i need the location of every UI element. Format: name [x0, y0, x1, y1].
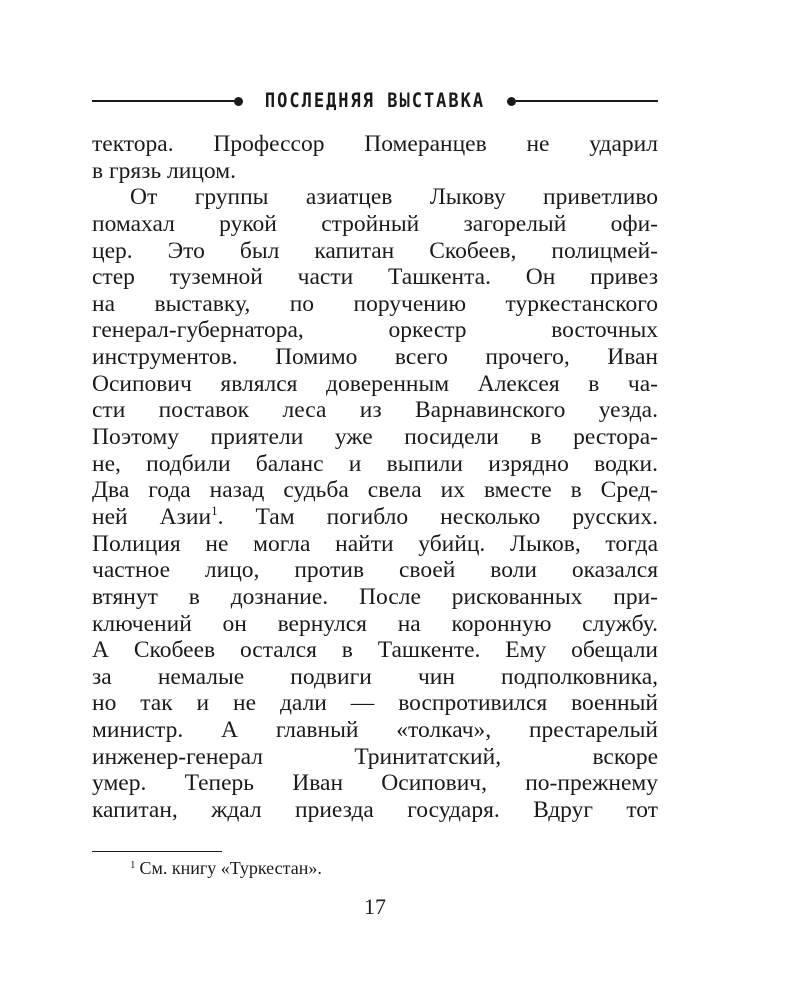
text-line: за немалые подвиги чин подполковника, — [92, 663, 658, 690]
text-line: умер. Теперь Иван Осипович, по-прежнему — [92, 770, 658, 797]
footnote-marker: 1 — [130, 859, 136, 871]
text-line: От группы азиатцев Лыкову приветливо — [130, 184, 658, 211]
text-line: ключений он вернулся на коронную службу. — [92, 610, 658, 637]
header-dot-right — [507, 97, 516, 106]
text-fragment: ней Азии — [92, 503, 212, 530]
text-line: Осипович являлся доверенным Алексея в ча- — [92, 370, 658, 397]
footnote — [130, 858, 322, 879]
text-line: капитан, ждал приезда государя. Вдруг тот — [92, 797, 658, 824]
running-header — [92, 86, 658, 116]
text-line: помахал рукой стройный загорелый офи- — [92, 210, 658, 237]
text-line: Два года назад судьба свела их вместе в Сред- — [92, 477, 658, 504]
text-line: цер. Это был капитан Скобеев, полицмей- — [92, 237, 658, 264]
text-line: инструментов. Помимо всего прочего, Иван — [92, 344, 658, 371]
footnote-reference[interactable]: 1 — [211, 503, 218, 518]
text-line: в грязь лицом. — [92, 157, 236, 184]
text-line: частное лицо, против своей воли оказался — [92, 557, 658, 584]
header-dot-left — [234, 97, 243, 106]
text-line: А Скобеев остался в Ташкенте. Ему обещали — [92, 637, 658, 664]
text-line: втянут в дознание. После рискованных при- — [92, 583, 658, 610]
running-title: ПОСЛЕДНЯЯ ВЫСТАВКА — [264, 89, 486, 113]
body-text — [92, 131, 658, 824]
text-line: инженер-генерал Тринитатский, вскоре — [92, 743, 658, 770]
text-line: стер туземной части Ташкента. Он привез — [92, 264, 658, 291]
text-line-with-footnote-ref — [92, 504, 658, 531]
text-line: Поэтому приятели уже посидели в ресторa- — [92, 424, 658, 451]
footnote-text: См. книгу «Туркестан». — [139, 858, 322, 878]
text-line: не, подбили баланс и выпили изрядно водки. — [92, 450, 658, 477]
text-line: генерал-губернатора, оркестр восточных — [92, 317, 658, 344]
header-rule-left — [92, 100, 234, 102]
page-number: 17 — [364, 894, 386, 919]
text-line: на выставку, по поручению туркестанского — [92, 290, 658, 317]
text-line: министр. А главный «толкач», престарелый — [92, 717, 658, 744]
text-line: сти поставок леса из Варнавинского уезда. — [92, 397, 658, 424]
text-line: тектора. Профессор Померанцев не ударил — [92, 131, 658, 157]
text-line: Полиция не могла найти убийц. Лыков, тогда — [92, 530, 658, 557]
text-line: но так и не дали — воспротивился военный — [92, 690, 658, 717]
text-fragment: . Там погибло несколько русских. — [217, 503, 658, 530]
footnote-separator — [92, 851, 222, 852]
header-rule-right — [516, 100, 658, 102]
